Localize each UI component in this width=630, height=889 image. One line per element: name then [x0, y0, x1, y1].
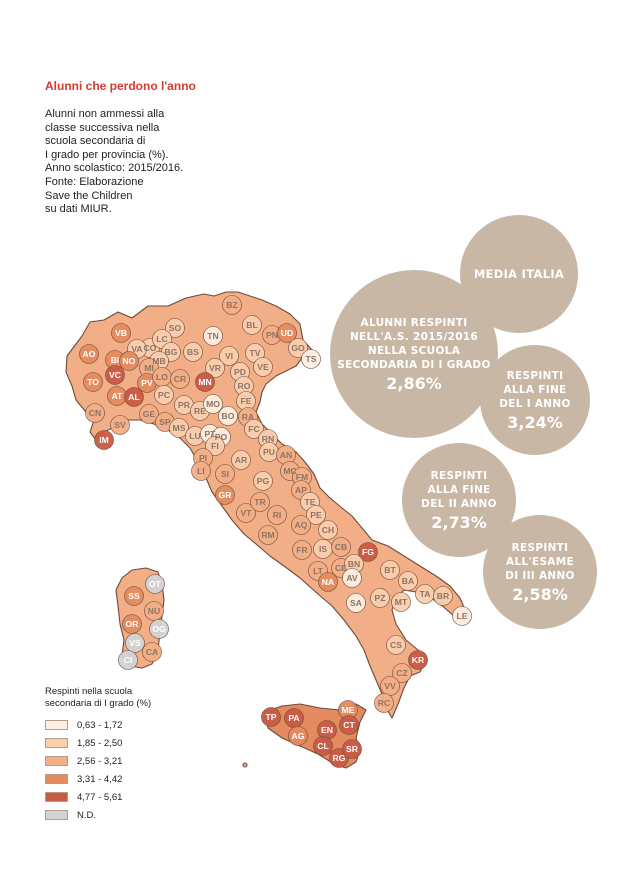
province-pg-label: PG	[256, 476, 270, 487]
province-ct-label: CT	[343, 720, 355, 731]
legend-item	[45, 770, 225, 788]
province-lu-label: LU	[189, 431, 201, 442]
legend-swatch	[45, 792, 68, 802]
main-stat-value: 2,86%	[386, 373, 442, 393]
province-po-label: PO	[214, 432, 228, 443]
province-cl-label: CL	[317, 741, 329, 752]
province-rn-label: RN	[261, 434, 275, 445]
province-bs-label: BS	[187, 347, 199, 358]
province-bn-label: BN	[347, 559, 361, 570]
province-ve-label: VE	[257, 362, 269, 373]
province-or-label: OR	[125, 619, 139, 630]
legend-swatch	[45, 720, 68, 730]
province-rg-label: RG	[332, 753, 346, 764]
province-kr-label: KR	[411, 655, 425, 666]
legend-label: 4,77 - 5,61	[77, 791, 123, 803]
exam-stat-line: DI III ANNO	[505, 569, 575, 582]
province-at-label: AT	[111, 391, 123, 402]
province-pd-label: PD	[234, 367, 246, 378]
province-fm-label: FM	[295, 472, 309, 483]
province-mn-label: MN	[198, 377, 212, 388]
legend-label: 0,63 - 1,72	[77, 719, 123, 731]
province-gr-label: GR	[218, 490, 232, 501]
province-no-label: NO	[122, 356, 136, 367]
province-bz-label: BZ	[226, 300, 238, 311]
province-ta-label: TA	[419, 589, 431, 600]
province-li-label: LI	[197, 466, 205, 477]
province-aq-label: AQ	[294, 520, 308, 531]
province-al-label: AL	[128, 392, 140, 403]
province-vc-label: VC	[109, 370, 121, 381]
main-stat-line: ALUNNI RESPINTI	[360, 316, 468, 329]
province-ot-label: OT	[149, 579, 161, 590]
province-ri-label: RI	[272, 510, 282, 521]
media-italia-label: MEDIA ITALIA	[473, 267, 565, 281]
legend-item	[45, 788, 225, 806]
province-fi-label: FI	[211, 441, 219, 452]
province-si-label: SI	[220, 469, 230, 480]
province-ce-label: CE	[335, 563, 347, 574]
province-vs-label: VS	[129, 638, 141, 649]
province-fc-label: FC	[248, 424, 260, 435]
province-vt-label: VT	[240, 508, 252, 519]
province-le-label: LE	[456, 611, 468, 622]
main-stat-bubble	[330, 270, 498, 438]
exam-stat-line: RESPINTI	[511, 541, 569, 554]
year1-stat-line: ALLA FINE	[503, 383, 567, 396]
map-legend	[45, 686, 225, 824]
province-te-label: TE	[304, 497, 316, 508]
province-ar-label: AR	[234, 455, 248, 466]
province-ge-label: GE	[142, 409, 156, 420]
year1-stat-line: DEL I ANNO	[499, 397, 571, 410]
province-ba-label: BA	[401, 576, 415, 587]
legend-label: 2,56 - 3,21	[77, 755, 123, 767]
province-mc-label: MC	[283, 466, 297, 477]
province-re-label: RE	[194, 406, 206, 417]
year1-stat-value: 3,24%	[507, 412, 563, 432]
province-so-label: SO	[168, 323, 182, 334]
province-im-label: IM	[99, 435, 109, 446]
year2-stat-line: RESPINTI	[430, 469, 488, 482]
legend-title-line: secondaria di I grado (%)	[45, 698, 152, 709]
province-cz-label: CZ	[396, 668, 408, 679]
province-sr-label: SR	[346, 744, 358, 755]
main-stat-line: NELLA SCUOLA	[367, 344, 461, 357]
province-sp-label: SP	[159, 417, 171, 428]
province-go-label: GO	[291, 343, 305, 354]
legend-item	[45, 734, 225, 752]
province-lo-label: LO	[156, 372, 168, 383]
province-bl-label: BL	[246, 320, 258, 331]
province-pv-label: PV	[141, 378, 153, 389]
year2-stat-line: ALLA FINE	[427, 483, 491, 496]
legend-title-line: Respinti nella scuola	[45, 686, 133, 697]
province-tp-label: TP	[265, 712, 277, 723]
province-me-label: ME	[341, 705, 355, 716]
description-line: su dati MIUR.	[45, 203, 112, 216]
province-ch-label: CH	[321, 525, 335, 536]
province-ss-label: SS	[128, 591, 140, 602]
province-pr-label: PR	[178, 400, 190, 411]
province-bi-label: BI	[110, 355, 120, 366]
province-og-label: OG	[152, 624, 166, 635]
province-ci-label: CI	[123, 655, 133, 666]
province-mo-label: MO	[206, 399, 220, 410]
year2-stat-value: 2,73%	[431, 512, 487, 532]
legend-item	[45, 716, 225, 734]
description-line: Fonte: Elaborazione	[45, 175, 144, 188]
province-va-label: VA	[131, 344, 143, 355]
province-pu-label: PU	[263, 447, 275, 458]
province-pn-label: PN	[266, 330, 278, 341]
legend-swatch	[45, 774, 68, 784]
province-vr-label: VR	[209, 363, 221, 374]
province-co-label: CO	[143, 343, 157, 354]
description-line: classe successiva nella	[45, 121, 160, 134]
province-pc-label: PC	[158, 390, 170, 401]
province-mb-label: MB	[152, 356, 166, 367]
province-na-label: NA	[321, 577, 335, 588]
description-line: Alunni non ammessi alla	[45, 108, 165, 120]
exam-stat-bubble	[483, 515, 597, 629]
province-bt-label: BT	[384, 565, 396, 576]
province-tr-label: TR	[254, 497, 266, 508]
province-rm-label: RM	[261, 530, 275, 541]
province-cr-label: CR	[173, 374, 187, 385]
province-fe-label: FE	[240, 396, 252, 407]
legend-item	[45, 806, 225, 824]
main-stat-line: NELL'A.S. 2015/2016	[349, 330, 479, 343]
province-tv-label: TV	[249, 348, 261, 359]
province-mt-label: MT	[394, 597, 408, 608]
province-rc-label: RC	[377, 698, 391, 709]
province-sv-label: SV	[114, 420, 126, 431]
province-ra-label: RA	[241, 412, 255, 423]
page-title: Alunni che perdono l'anno	[45, 79, 196, 93]
province-ag-label: AG	[291, 731, 305, 742]
description-line: Anno scolastico: 2015/2016.	[45, 162, 184, 175]
province-en-label: EN	[321, 725, 333, 736]
legend-label: N.D.	[77, 809, 96, 821]
province-bo-label: BO	[221, 411, 235, 422]
province-ts-label: TS	[305, 354, 317, 365]
province-lt-label: LT	[313, 566, 323, 577]
province-ms-label: MS	[172, 423, 186, 434]
province-to-label: TO	[87, 377, 99, 388]
province-pe-label: PE	[310, 510, 322, 521]
province-br-label: BR	[436, 591, 450, 602]
province-vv-label: VV	[384, 681, 396, 692]
province-fr-label: FR	[296, 545, 308, 556]
province-cn-label: CN	[88, 408, 102, 419]
province-fg-label: FG	[362, 547, 374, 558]
province-pi-label: PI	[198, 453, 208, 464]
legend-label: 1,85 - 2,50	[77, 737, 123, 749]
province-sa-label: SA	[350, 598, 362, 609]
province-av-label: AV	[346, 573, 358, 584]
province-an-label: AN	[279, 450, 293, 461]
legend-item	[45, 752, 225, 770]
main-stat-line: SECONDARIA DI I GRADO	[337, 358, 491, 371]
province-ao-label: AO	[82, 349, 96, 360]
province-ud-label: UD	[280, 328, 294, 339]
province-cb-label: CB	[334, 542, 348, 553]
province-pa-label: PA	[288, 713, 300, 724]
province-ro-label: RO	[237, 381, 251, 392]
province-lc-label: LC	[156, 334, 168, 345]
province-pz-label: PZ	[374, 593, 386, 604]
province-mi-label: MI	[144, 363, 154, 374]
legend-swatch	[45, 756, 68, 766]
legend-label: 3,31 - 4,42	[77, 773, 123, 785]
province-nu-label: NU	[147, 606, 161, 617]
year2-stat-line: DEL II ANNO	[421, 497, 497, 510]
description-line: Save the Children	[45, 189, 133, 202]
description-line: scuola secondaria di	[45, 135, 146, 148]
province-cs-label: CS	[390, 640, 402, 651]
year1-stat-line: RESPINTI	[506, 369, 564, 382]
province-bg-label: BG	[164, 347, 178, 358]
legend-swatch	[45, 738, 68, 748]
province-ap-label: AP	[295, 485, 307, 496]
exam-stat-value: 2,58%	[512, 584, 568, 604]
description-line: I grado per provincia (%).	[45, 148, 169, 161]
year1-stat-bubble	[480, 345, 590, 455]
province-vb-label: VB	[115, 328, 127, 339]
province-tn-label: TN	[207, 331, 219, 342]
exam-stat-line: ALL'ESAME	[506, 555, 574, 568]
province-ca-label: CA	[145, 647, 159, 658]
legend-swatch	[45, 810, 68, 820]
province-is-label: IS	[318, 544, 328, 555]
province-pt-label: PT	[204, 429, 216, 440]
province-vi-label: VI	[224, 351, 234, 362]
